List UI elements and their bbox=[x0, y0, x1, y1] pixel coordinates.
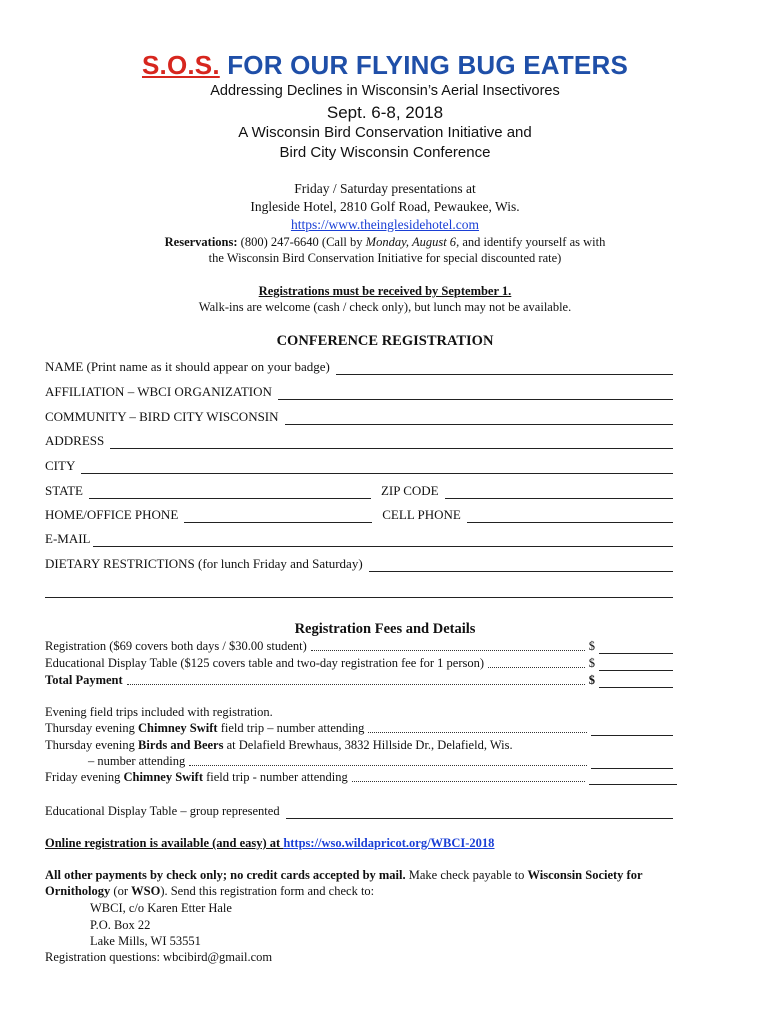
display-fee-input[interactable] bbox=[599, 659, 673, 671]
cell-input[interactable] bbox=[467, 511, 673, 523]
community-input[interactable] bbox=[285, 413, 673, 425]
subtitle: Addressing Declines in Wisconsin’s Aerial Insectivores bbox=[210, 83, 560, 99]
registration-fee-label: Registration ($69 covers both days / $30.00 student) bbox=[45, 639, 307, 653]
zip-input[interactable] bbox=[445, 487, 673, 499]
venue-line-1: Friday / Saturday presentations at bbox=[294, 181, 476, 196]
online-registration-text: Online registration is available (and easy) at bbox=[45, 836, 284, 850]
thursday-swift-prefix: Thursday evening bbox=[45, 721, 139, 735]
checks-only-bold: All other payments by check only; no credit cards accepted by mail. bbox=[45, 868, 406, 882]
total-payment-row bbox=[45, 672, 673, 688]
thursday-beers-count-label: – number attending bbox=[88, 754, 186, 768]
thursday-swift-label bbox=[45, 721, 364, 736]
address-field-row bbox=[45, 433, 673, 449]
reservations-label: Reservations: bbox=[164, 235, 238, 249]
currency-symbol: $ bbox=[588, 656, 595, 670]
online-registration-link[interactable]: https://wso.wildapricot.org/WBCI-2018 bbox=[283, 836, 495, 850]
total-payment-label: Total Payment bbox=[45, 673, 123, 687]
thursday-swift-bold: Chimney Swift bbox=[138, 721, 218, 735]
name-input[interactable] bbox=[336, 363, 673, 375]
dietary-input-line-2[interactable] bbox=[45, 586, 673, 598]
reservations-line bbox=[0, 235, 770, 250]
state-input[interactable] bbox=[89, 487, 371, 499]
affiliation-input[interactable] bbox=[278, 388, 673, 400]
wso-bold: WSO bbox=[131, 884, 161, 898]
cell-label: CELL PHONE bbox=[382, 507, 461, 522]
dietary-label: DIETARY RESTRICTIONS (for lunch Friday and Saturday) bbox=[45, 556, 363, 571]
affiliation-field-row bbox=[45, 384, 673, 400]
thursday-beers-bold: Birds and Beers bbox=[138, 738, 224, 752]
phone-row bbox=[45, 507, 673, 523]
payment-instructions-line-1 bbox=[45, 868, 643, 883]
dietary-input[interactable] bbox=[369, 560, 673, 572]
payee-text: (or bbox=[110, 884, 132, 898]
total-payment-input[interactable] bbox=[599, 676, 673, 688]
title-main: FOR OUR FLYING BUG EATERS bbox=[219, 50, 628, 80]
currency-symbol: $ bbox=[588, 639, 595, 653]
initiative-line-1: A Wisconsin Bird Conservation Initiative and bbox=[238, 124, 532, 141]
currency-symbol: $ bbox=[588, 673, 595, 687]
phone-label: HOME/OFFICE PHONE bbox=[45, 507, 179, 522]
thursday-beers-suffix: at Delafield Brewhaus, 3832 Hillside Dr., Delafield, Wis. bbox=[223, 738, 513, 752]
address-label: ADDRESS bbox=[45, 433, 105, 448]
email-label: E-MAIL bbox=[45, 531, 91, 546]
state-label: STATE bbox=[45, 483, 83, 498]
thursday-swift-suffix: field trip – number attending bbox=[217, 721, 365, 735]
friday-swift-label bbox=[45, 770, 348, 785]
city-label: CITY bbox=[45, 458, 76, 473]
dietary-field-row bbox=[45, 556, 673, 572]
friday-swift-prefix: Friday evening bbox=[45, 770, 124, 784]
walkins-note: Walk-ins are welcome (cash / check only), but lunch may not be available. bbox=[198, 300, 572, 314]
state-zip-row bbox=[45, 483, 673, 499]
payee-tail: ). Send this registration form and check to: bbox=[160, 884, 375, 898]
registration-questions: Registration questions: wbcibird@gmail.com bbox=[45, 950, 273, 964]
registration-fee-input[interactable] bbox=[599, 642, 673, 654]
thursday-beers-prefix: Thursday evening bbox=[45, 738, 139, 752]
email-field-row bbox=[45, 531, 673, 547]
thursday-beers-label bbox=[45, 738, 513, 753]
city-input[interactable] bbox=[81, 462, 673, 474]
payee-bold: Wisconsin Society for bbox=[527, 868, 643, 882]
reservations-line-2: the Wisconsin Bird Conservation Initiative for special discounted rate) bbox=[208, 251, 562, 265]
checks-text: Make check payable to bbox=[405, 868, 528, 882]
city-field-row bbox=[45, 458, 673, 474]
hotel-website-link[interactable]: https://www.theinglesidehotel.com bbox=[290, 217, 480, 232]
phone-input[interactable] bbox=[184, 511, 372, 523]
name-label: NAME (Print name as it should appear on your badge) bbox=[45, 359, 330, 374]
trips-intro: Evening field trips included with registration. bbox=[45, 705, 273, 719]
name-field-row bbox=[45, 359, 673, 375]
friday-swift-suffix: field trip - number attending bbox=[203, 770, 348, 784]
display-group-label: Educational Display Table – group represented bbox=[45, 804, 280, 818]
online-registration-line bbox=[45, 836, 494, 851]
friday-swift-bold: Chimney Swift bbox=[123, 770, 203, 784]
display-group-row bbox=[45, 803, 673, 819]
page-title bbox=[0, 50, 770, 81]
friday-swift-row bbox=[45, 769, 677, 785]
conference-registration-heading: CONFERENCE REGISTRATION bbox=[276, 333, 494, 349]
mailing-address-line-2: P.O. Box 22 bbox=[90, 918, 151, 932]
email-input[interactable] bbox=[93, 535, 674, 547]
reservations-date: Monday, August 6 bbox=[365, 235, 457, 249]
title-sos: S.O.S. bbox=[141, 50, 220, 80]
thursday-swift-count-input[interactable] bbox=[591, 724, 673, 736]
affiliation-label: AFFILIATION – WBCI ORGANIZATION bbox=[45, 384, 272, 399]
fees-heading: Registration Fees and Details bbox=[294, 621, 476, 637]
display-group-input[interactable] bbox=[286, 807, 673, 819]
reservations-tail: , and identify yourself as with bbox=[456, 235, 606, 249]
initiative-line-2: Bird City Wisconsin Conference bbox=[279, 144, 491, 161]
display-fee-row bbox=[45, 655, 673, 671]
reservations-phone: (800) 247-6640 (Call by bbox=[237, 235, 366, 249]
thursday-swift-row bbox=[45, 720, 673, 736]
payee-bold-2: Ornithology bbox=[45, 884, 111, 898]
dietary-extra-row bbox=[45, 582, 673, 598]
registration-deadline: Registrations must be received by September 1. bbox=[258, 284, 512, 298]
mailing-address-line-3: Lake Mills, WI 53551 bbox=[90, 934, 201, 948]
thursday-beers-count-input[interactable] bbox=[591, 757, 673, 769]
registration-fee-row bbox=[45, 638, 673, 654]
zip-label: ZIP CODE bbox=[380, 483, 439, 498]
display-fee-label: Educational Display Table ($125 covers table and two-day registration fee for 1 person) bbox=[45, 656, 485, 670]
payment-instructions-line-2 bbox=[45, 884, 374, 899]
address-input[interactable] bbox=[110, 437, 673, 449]
friday-swift-count-input[interactable] bbox=[589, 773, 677, 785]
venue-line-2: Ingleside Hotel, 2810 Golf Road, Pewaukee, Wis. bbox=[250, 199, 520, 214]
conference-dates: Sept. 6-8, 2018 bbox=[326, 103, 444, 122]
mailing-address-line-1: WBCI, c/o Karen Etter Hale bbox=[90, 901, 232, 915]
community-field-row bbox=[45, 409, 673, 425]
thursday-beers-count-row bbox=[88, 753, 673, 769]
community-label: COMMUNITY – BIRD CITY WISCONSIN bbox=[45, 409, 279, 424]
